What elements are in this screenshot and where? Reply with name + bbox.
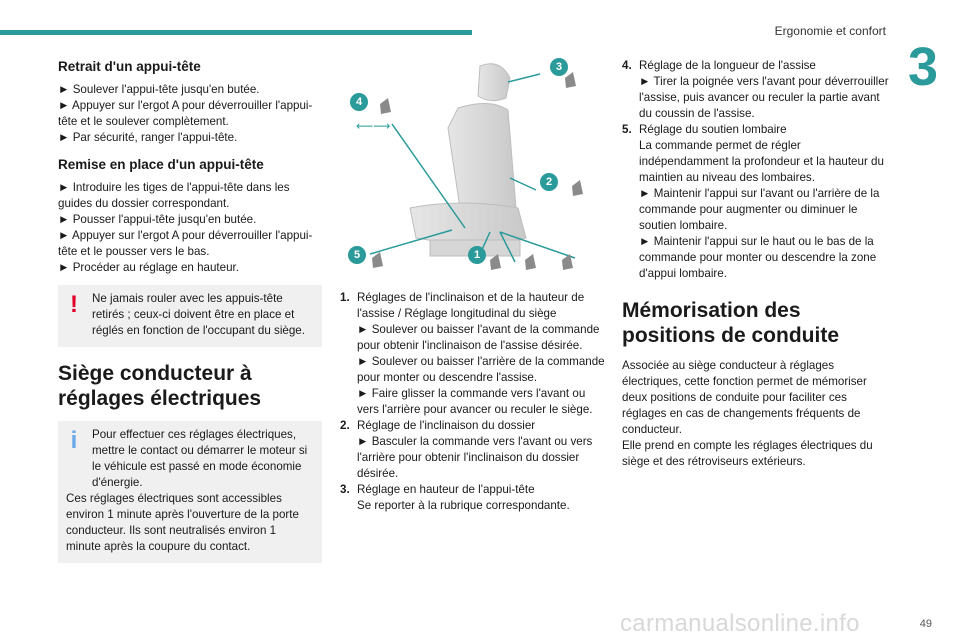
info-icon: i	[70, 427, 78, 454]
page-number: 49	[919, 618, 932, 630]
retrait-step-1: ► Soulever l'appui-tête jusqu'en butée.	[58, 83, 260, 96]
callout-4: 4	[350, 93, 368, 111]
remise-step-1: ► Introduire les tiges de l'appui-tête dans les guides du dossier correspondant.	[58, 181, 290, 210]
list-item: 5. Réglage du soutien lombaire La commande permet de régler indépendamment la profondeur et la hauteur du maintien au niveau des lombaires. ► Maintenir l'appui sur l'avant ou l'arrière de la commande pour augmenter ou diminuer le soutien lombaire. ► Maintenir l'appui sur le haut ou le bas de la commande pour monter ou descendre la zone d'appui lombaire.	[622, 123, 884, 280]
list-item: 4. Réglage de la longueur de l'assise ► Tirer la poignée vers l'avant pour déverrouiller l'assise, puis avancer ou reculer la partie avant du coussin de l'assise.	[622, 59, 889, 120]
memo-text-2: Elle prend en compte les réglages électriques du siège et des rétroviseurs extérieurs.	[622, 439, 873, 468]
callout-2: 2	[540, 173, 558, 191]
heading-remise: Remise en place d'un appui-tête	[58, 157, 264, 172]
list-item: 1. Réglages de l'inclinaison et de la hauteur de l'assise / Réglage longitudinal du siège ► Soulever ou baisser l'avant de la commande pour obtenir l'inclinaison de l'assise désirée. ► Soulever ou baisser l'arrière de la commande pour monter ou descendre l'assise. ► Faire glisser la commande vers l'avant ou vers l'arrière pour avancer ou reculer le siège.	[340, 291, 605, 416]
retrait-step-2: ► Appuyer sur l'ergot A pour déverrouiller l'appui-tête et le soulever complètement.	[58, 99, 313, 128]
retrait-step-3: ► Par sécurité, ranger l'appui-tête.	[58, 131, 238, 144]
info-note	[58, 421, 322, 563]
heading-memorisation: Mémorisation des positions de conduite	[622, 299, 840, 347]
column-left	[58, 58, 322, 563]
warning-note	[58, 285, 322, 347]
column-middle	[340, 58, 605, 514]
seat-illustration	[340, 58, 605, 284]
svg-text:⟵⟶: ⟵⟶	[356, 119, 391, 133]
header-accent-bar	[0, 30, 472, 35]
list-item: 3. Réglage en hauteur de l'appui-tête Se reporter à la rubrique correspondante.	[340, 483, 570, 512]
remise-step-4: ► Procéder au réglage en hauteur.	[58, 261, 239, 274]
warning-text: Ne jamais rouler avec les appuis-tête retirés ; ceux-ci doivent être en place et réglés en fonction de l'occupant du siège.	[92, 292, 305, 337]
adjustment-list-4-5	[622, 58, 890, 282]
info-text-2: Ces réglages électriques sont accessibles environ 1 minute après l'ouverture de la porte conducteur. Ils sont neutralisés environ 1 minute après la coupure du contact.	[66, 492, 299, 553]
column-right	[622, 58, 890, 470]
info-text-1: Pour effectuer ces réglages électriques, mettre le contact ou démarrer le moteur si le véhicule est passé en mode économie d'énergie.	[92, 428, 308, 489]
adjustment-list-1-3	[340, 290, 605, 514]
heading-siege-electrique: Siège conducteur à réglages électriques	[58, 362, 262, 410]
callout-1: 1	[468, 246, 486, 264]
remise-step-2: ► Pousser l'appui-tête jusqu'en butée.	[58, 213, 257, 226]
watermark: carmanualsonline.info	[620, 610, 860, 637]
list-item: 2. Réglage de l'inclinaison du dossier ► Basculer la commande vers l'avant ou vers l'arrière pour obtenir l'inclinaison du dossier désirée.	[340, 419, 593, 480]
callout-3: 3	[550, 58, 568, 76]
heading-retrait: Retrait d'un appui-tête	[58, 59, 201, 74]
warning-icon: !	[70, 291, 78, 318]
callout-5: 5	[348, 246, 366, 264]
remise-step-3: ► Appuyer sur l'ergot A pour déverrouiller l'appui-tête et le pousser vers le bas.	[58, 229, 313, 258]
memo-text-1: Associée au siège conducteur à réglages électriques, cette fonction permet de mémoriser deux positions de conduite pour faciliter ces réglages en cas de changements fréquents de conducteur.	[622, 359, 867, 436]
section-title: Ergonomie et confort	[774, 24, 886, 38]
chapter-number: 3	[907, 37, 938, 97]
